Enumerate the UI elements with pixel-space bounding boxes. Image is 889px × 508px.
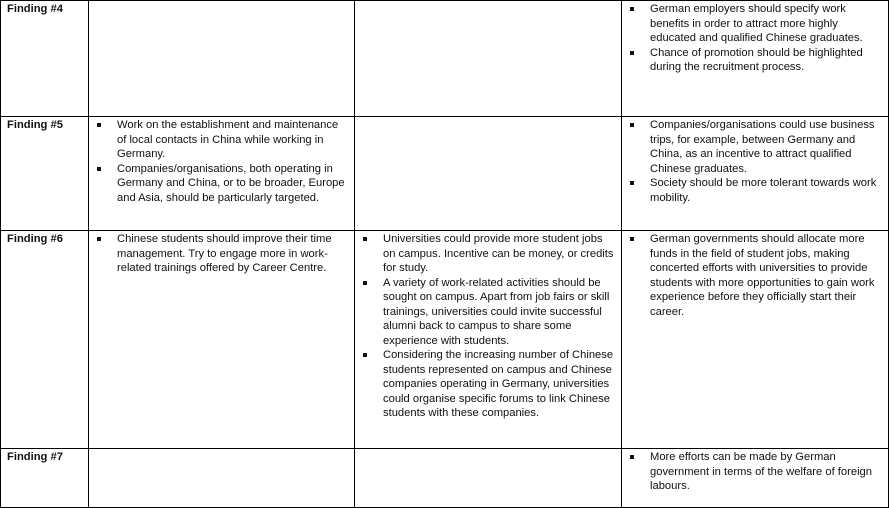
finding-7-col3-cell (355, 449, 622, 508)
finding-row-5 (1, 117, 889, 231)
bullet-list (628, 2, 884, 75)
finding-7-col4-cell (622, 449, 889, 508)
finding-row-4 (1, 1, 889, 117)
bullet-item: German employers should specify work benefits in order to attract more highly educated and qualified Chinese graduates. (628, 2, 884, 46)
finding-4-col2-cell (89, 1, 355, 117)
bullet-list (628, 232, 884, 319)
bullet-item: Chance of promotion should be highlighted during the recruitment process. (628, 46, 884, 75)
finding-6-col3-cell (355, 231, 622, 449)
bullet-list (95, 232, 350, 276)
bullet-list (628, 450, 884, 494)
finding-5-col2-cell (89, 117, 355, 231)
bullet-list (95, 118, 350, 205)
bullet-item: Companies/organisations could use business trips, for example, between Germany and China, as an incentive to attract qualified Chinese graduates. (628, 118, 884, 176)
finding-label: Finding #7 (1, 449, 89, 508)
finding-label: Finding #6 (1, 231, 89, 449)
finding-row-7 (1, 449, 889, 508)
bullet-item: Society should be more tolerant towards work mobility. (628, 176, 884, 205)
bullet-item: Considering the increasing number of Chinese students represented on campus and Chinese companies operating in Germany, universities could organise specific forums to link Chinese students with these companies. (361, 348, 617, 421)
finding-6-col2-cell (89, 231, 355, 449)
finding-row-6 (1, 231, 889, 449)
finding-label: Finding #4 (1, 1, 89, 117)
bullet-list (628, 118, 884, 205)
finding-6-col4-cell (622, 231, 889, 449)
finding-7-col2-cell (89, 449, 355, 508)
bullet-item: More efforts can be made by German government in terms of the welfare of foreign labours. (628, 450, 884, 494)
bullet-item: German governments should allocate more funds in the field of student jobs, making concerted efforts with universities to provide students with more opportunities to gain work experience before they officially start their career. (628, 232, 884, 319)
finding-5-col3-cell (355, 117, 622, 231)
finding-label: Finding #5 (1, 117, 89, 231)
bullet-item: Work on the establishment and maintenance of local contacts in China while working in Germany. (95, 118, 350, 162)
bullet-item: Universities could provide more student jobs on campus. Incentive can be money, or credits for study. (361, 232, 617, 276)
finding-4-col4-cell (622, 1, 889, 117)
finding-4-col3-cell (355, 1, 622, 117)
finding-5-col4-cell (622, 117, 889, 231)
bullet-list (361, 232, 617, 421)
bullet-item: Chinese students should improve their time management. Try to engage more in work-related trainings offered by Career Centre. (95, 232, 350, 276)
bullet-item: A variety of work-related activities should be sought on campus. Apart from job fairs or skill trainings, universities could invite successful alumni back to campus to share some experience with students. (361, 276, 617, 349)
bullet-item: Companies/organisations, both operating in Germany and China, or to be broader, Europe and Asia, should be particularly targeted. (95, 162, 350, 206)
